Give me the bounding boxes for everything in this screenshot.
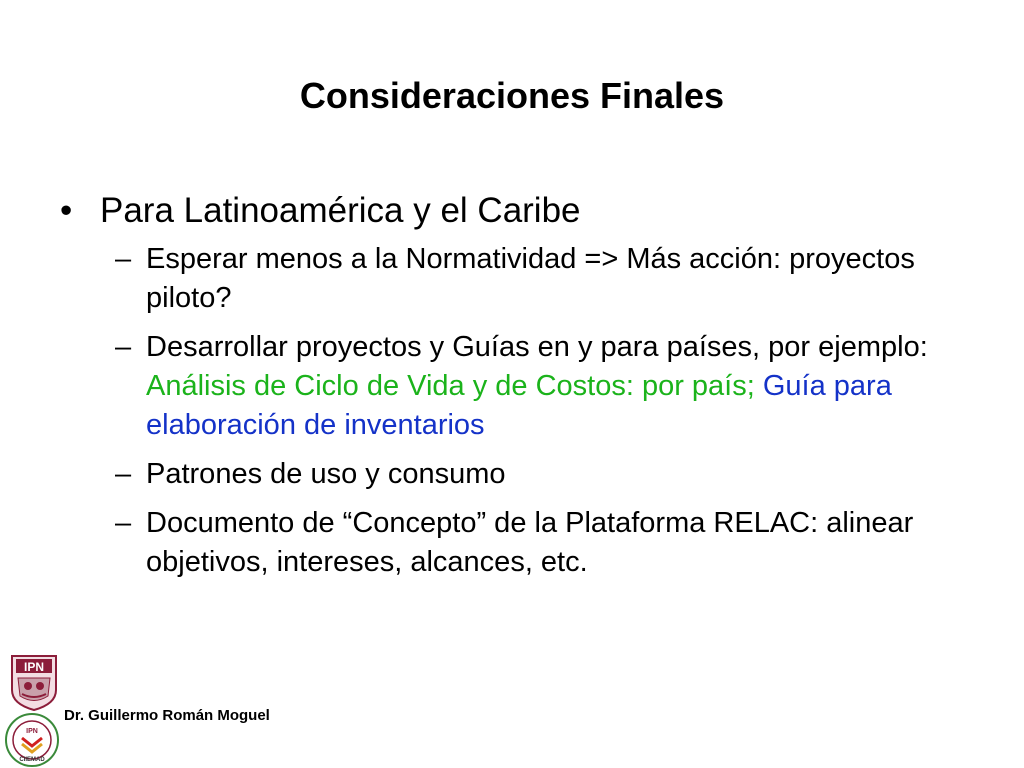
- sub-bullet-3: [60, 455, 960, 494]
- dash-marker: –: [115, 458, 132, 490]
- bullet-marker: •: [60, 191, 73, 230]
- slide-title: Consideraciones Finales: [299, 75, 725, 116]
- sub-bullet-text-plain: Desarrollar proyectos y Guías en y para países, por ejemplo:: [146, 331, 928, 363]
- ciiemad-logo-top-text: IPN: [26, 728, 38, 735]
- dash-marker: –: [115, 243, 132, 275]
- ciiemad-logo-bottom-text: CIIEMAD: [19, 757, 45, 763]
- main-bullet: [60, 190, 960, 232]
- ipn-logo: [8, 650, 60, 712]
- ciiemad-logo: [4, 712, 60, 768]
- sub-bullet-text: Documento de “Concepto” de la Plataforma RELAC: alinear objetivos, intereses, alcances, etc.: [146, 507, 914, 578]
- slide-content: [60, 190, 960, 592]
- dash-marker: –: [115, 507, 132, 539]
- sub-bullet-2: [60, 328, 960, 445]
- sub-bullet-text: Esperar menos a la Normatividad => Más acción: proyectos piloto?: [146, 243, 915, 314]
- main-bullet-text: Para Latinoamérica y el Caribe: [100, 191, 581, 230]
- author-footer: Dr. Guillermo Román Moguel: [64, 707, 270, 724]
- sub-bullet-4: [60, 504, 960, 582]
- ipn-logo-text: IPN: [23, 660, 45, 674]
- dash-marker: –: [115, 331, 132, 363]
- sub-bullet-text: Patrones de uso y consumo: [146, 458, 506, 490]
- sub-bullet-text-green: Análisis de Ciclo de Vida y de Costos: por país;: [146, 370, 763, 402]
- sub-bullet-text-blue: Guía para elaboración de inventarios: [146, 370, 892, 441]
- sub-bullet-1: [60, 240, 960, 318]
